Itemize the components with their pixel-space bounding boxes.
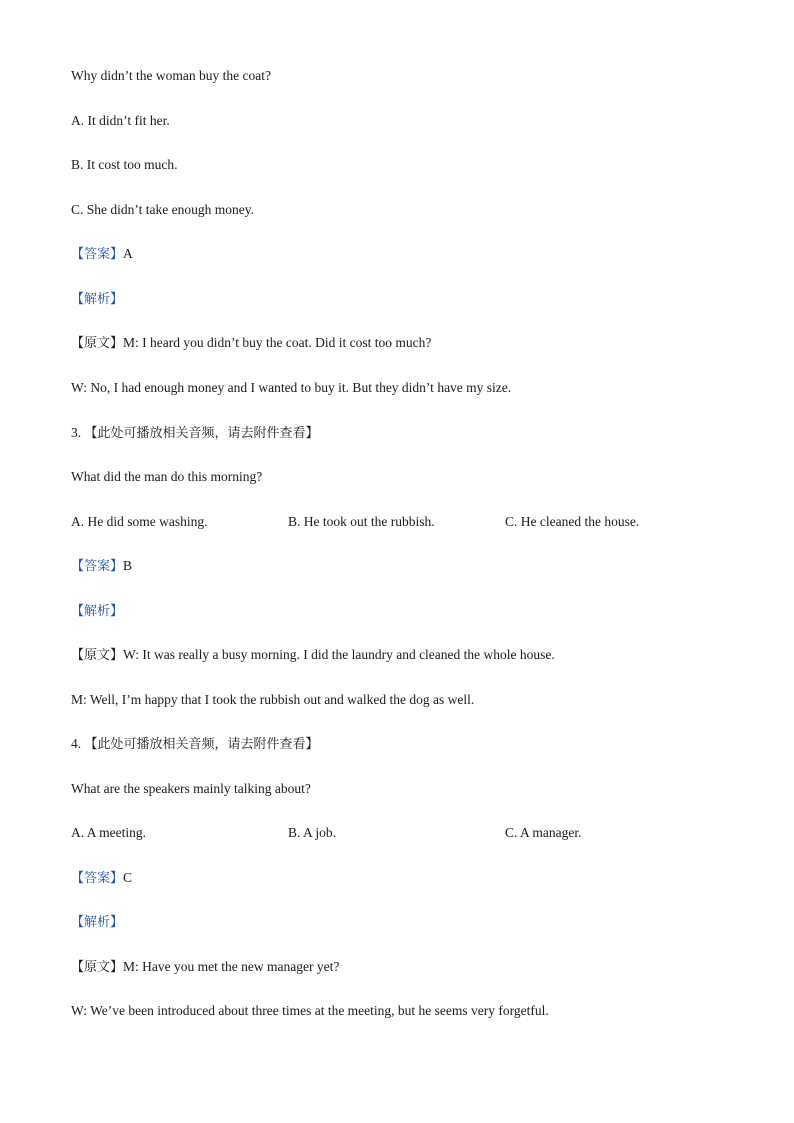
original-tag: 【原文】: [71, 960, 124, 975]
answer-value: B: [123, 558, 133, 573]
transcript-text: M: Have you met the new manager yet?: [123, 959, 340, 974]
q3-option-a: A. He did some washing.: [71, 514, 208, 529]
transcript-text: W: It was really a busy morning. I did the laundry and cleaned the whole house.: [123, 647, 555, 662]
q2-transcript-line-1: [71, 334, 431, 353]
audio-note: 【此处可播放相关音频，请去附件查看】: [84, 426, 319, 441]
answer-tag: 【答案】: [71, 871, 124, 886]
q4-answer-line: [71, 869, 132, 888]
q3-transcript-line-1: [71, 646, 555, 665]
q3-analysis-line: [71, 602, 123, 621]
analysis-tag: 【解析】: [71, 915, 124, 930]
q3-answer-line: [71, 557, 132, 576]
q4-option-c: C. A manager.: [505, 825, 582, 840]
q2-option-a: A. It didn’t fit her.: [71, 113, 170, 128]
q2-option-b: B. It cost too much.: [71, 157, 178, 172]
q3-header: [71, 424, 319, 443]
original-tag: 【原文】: [71, 336, 124, 351]
question-number: 3.: [71, 425, 82, 440]
q2-answer-line: [71, 245, 133, 264]
answer-tag: 【答案】: [71, 559, 124, 574]
q2-transcript-line-2: W: No, I had enough money and I wanted to buy it. But they didn’t have my size.: [71, 380, 512, 395]
q4-transcript-line-1: [71, 958, 339, 977]
q2-option-c: C. She didn’t take enough money.: [71, 202, 254, 217]
question-number: 4.: [71, 736, 82, 751]
q3-option-c: C. He cleaned the house.: [505, 514, 640, 529]
q4-option-a: A. A meeting.: [71, 825, 146, 840]
audio-note: 【此处可播放相关音频，请去附件查看】: [84, 737, 319, 752]
analysis-tag: 【解析】: [71, 604, 124, 619]
q2-question: Why didn’t the woman buy the coat?: [71, 68, 271, 83]
answer-tag: 【答案】: [71, 247, 124, 262]
q4-question: What are the speakers mainly talking about?: [71, 781, 311, 796]
q4-transcript-line-2: W: We’ve been introduced about three times at the meeting, but he seems very forgetful.: [71, 1003, 549, 1018]
q3-option-b: B. He took out the rubbish.: [288, 514, 435, 529]
answer-value: A: [123, 246, 133, 261]
original-tag: 【原文】: [71, 648, 124, 663]
answer-value: C: [123, 870, 133, 885]
q2-analysis-line: [71, 290, 123, 309]
q3-transcript-line-2: M: Well, I’m happy that I took the rubbish out and walked the dog as well.: [71, 692, 475, 707]
q3-question: What did the man do this morning?: [71, 469, 263, 484]
q4-header: [71, 735, 319, 754]
transcript-text: M: I heard you didn’t buy the coat. Did it cost too much?: [123, 335, 432, 350]
q4-option-b: B. A job.: [288, 825, 337, 840]
q4-analysis-line: [71, 913, 123, 932]
analysis-tag: 【解析】: [71, 292, 124, 307]
